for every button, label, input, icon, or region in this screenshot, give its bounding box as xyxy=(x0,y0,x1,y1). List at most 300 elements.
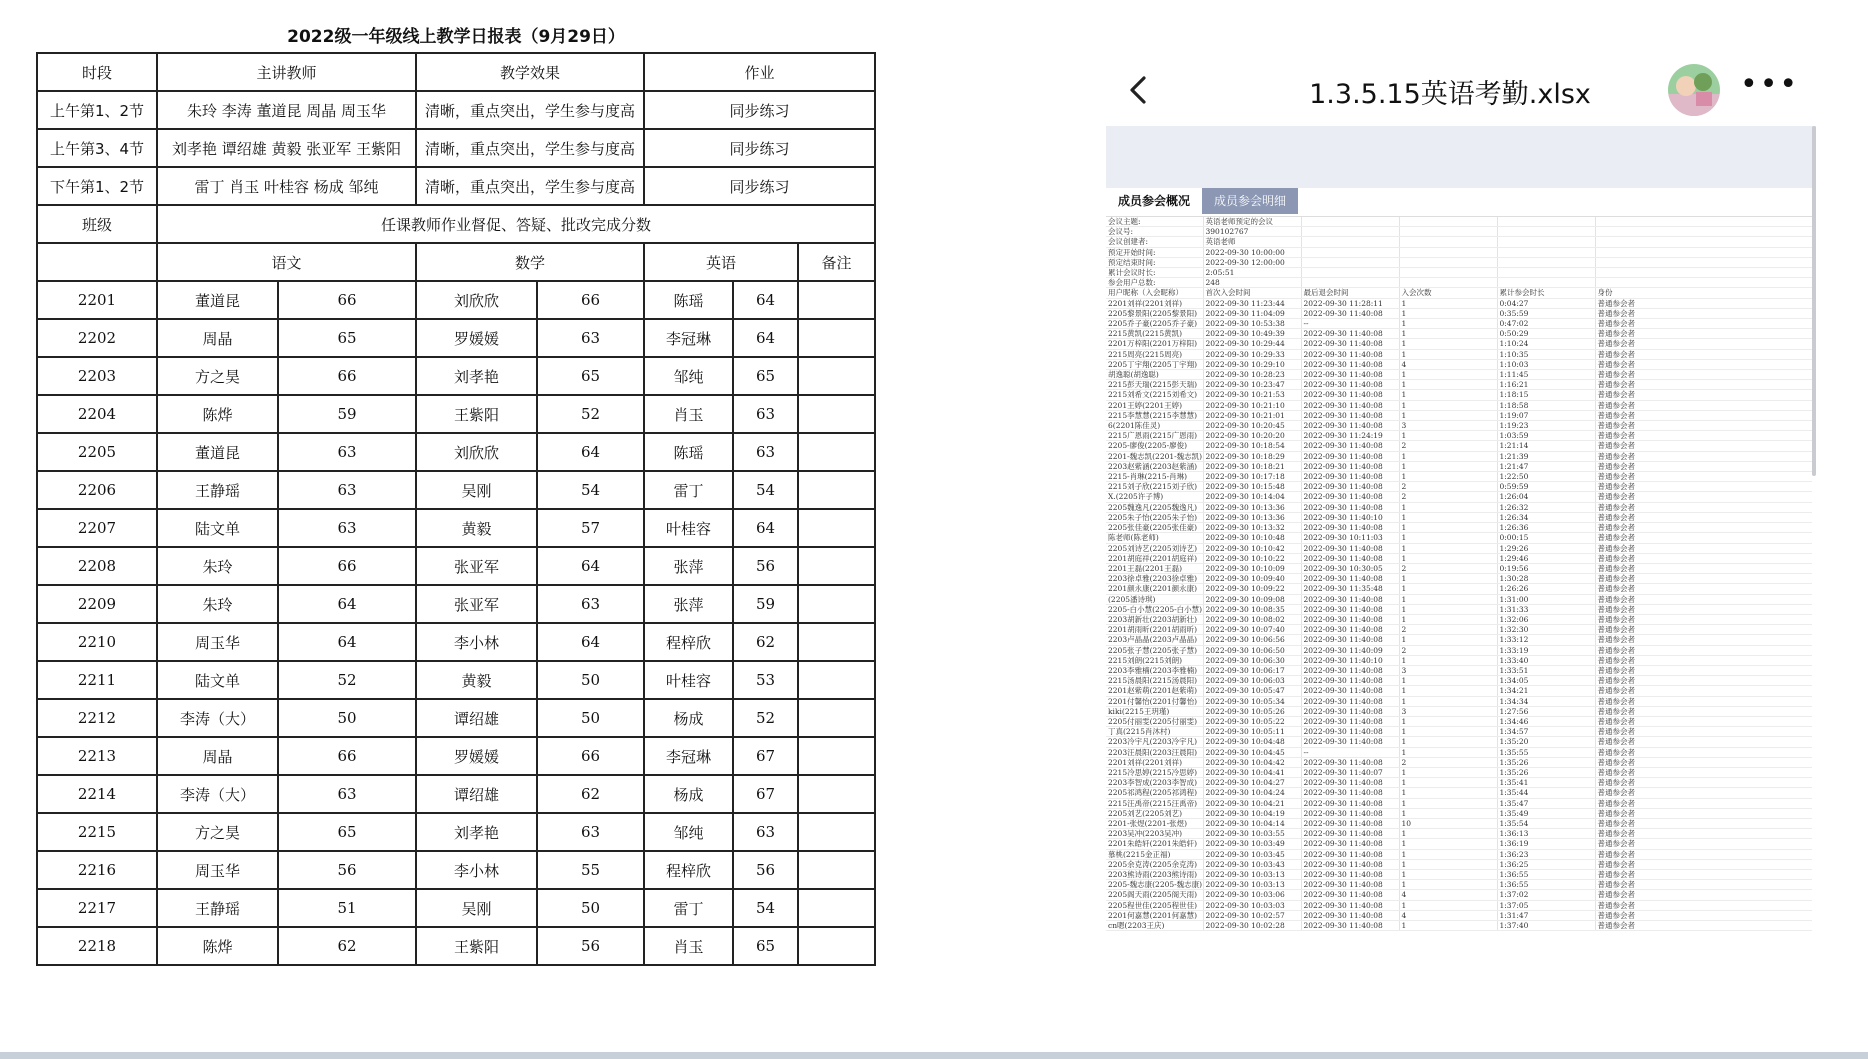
join-count[interactable]: 1 xyxy=(1399,512,1497,522)
participant-role[interactable]: 普通参会者 xyxy=(1595,880,1812,890)
total-duration[interactable]: 1:36:55 xyxy=(1497,870,1595,880)
participant-role[interactable]: 普通参会者 xyxy=(1595,533,1812,543)
participant-name[interactable]: X.(2205许子博) xyxy=(1106,492,1203,502)
join-count[interactable]: 1 xyxy=(1399,839,1497,849)
participant-name[interactable]: 2203汪晨阳(2203汪晨阳) xyxy=(1106,747,1203,757)
first-join-time[interactable]: 2022-09-30 10:14:04 xyxy=(1203,492,1301,502)
total-duration[interactable]: 1:35:41 xyxy=(1497,778,1595,788)
back-button[interactable] xyxy=(1124,74,1154,106)
join-count[interactable]: 1 xyxy=(1399,870,1497,880)
empty-cell[interactable] xyxy=(1399,217,1497,227)
participant-name[interactable]: (2205潘诗琪) xyxy=(1106,594,1203,604)
total-duration[interactable]: 1:31:33 xyxy=(1497,604,1595,614)
empty-cell[interactable] xyxy=(1497,278,1595,288)
participant-name[interactable]: 2205刘艺(2205刘艺) xyxy=(1106,808,1203,818)
first-join-time[interactable]: 2022-09-30 10:23:47 xyxy=(1203,380,1301,390)
total-duration[interactable]: 1:35:26 xyxy=(1497,767,1595,777)
join-count[interactable]: 1 xyxy=(1399,574,1497,584)
participant-name[interactable]: 2203李智成(2203李智成) xyxy=(1106,778,1203,788)
last-leave-time[interactable]: 2022-09-30 11:40:08 xyxy=(1301,778,1399,788)
total-duration[interactable]: 1:34:34 xyxy=(1497,696,1595,706)
participant-role[interactable]: 普通参会者 xyxy=(1595,614,1812,624)
first-join-time[interactable]: 2022-09-30 10:04:42 xyxy=(1203,757,1301,767)
column-header[interactable]: 累计参会时长 xyxy=(1497,288,1595,298)
join-count[interactable]: 2 xyxy=(1399,625,1497,635)
participant-role[interactable]: 普通参会者 xyxy=(1595,747,1812,757)
participant-name[interactable]: 2203胡新壮(2203胡新壮) xyxy=(1106,614,1203,624)
info-label[interactable]: 预定开始时间: xyxy=(1106,247,1203,257)
first-join-time[interactable]: 2022-09-30 10:18:29 xyxy=(1203,451,1301,461)
empty-cell[interactable] xyxy=(1497,257,1595,267)
participant-role[interactable]: 普通参会者 xyxy=(1595,727,1812,737)
first-join-time[interactable]: 2022-09-30 10:06:03 xyxy=(1203,676,1301,686)
total-duration[interactable]: 1:36:19 xyxy=(1497,839,1595,849)
participant-name[interactable]: 2203熊诗雨(2203熊诗雨) xyxy=(1106,870,1203,880)
participant-name[interactable]: 2215汤晨阳(2215汤晨阳) xyxy=(1106,676,1203,686)
last-leave-time[interactable]: 2022-09-30 11:40:07 xyxy=(1301,767,1399,777)
total-duration[interactable]: 0:47:02 xyxy=(1497,319,1595,329)
info-value[interactable]: 2:05:51 xyxy=(1203,268,1301,278)
participant-name[interactable]: 2205魏逸凡(2205魏逸凡) xyxy=(1106,502,1203,512)
participant-role[interactable]: 普通参会者 xyxy=(1595,329,1812,339)
last-leave-time[interactable]: 2022-09-30 11:40:08 xyxy=(1301,696,1399,706)
participant-role[interactable]: 普通参会者 xyxy=(1595,492,1812,502)
total-duration[interactable]: 1:19:07 xyxy=(1497,410,1595,420)
last-leave-time[interactable]: 2022-09-30 11:40:08 xyxy=(1301,716,1399,726)
participant-role[interactable]: 普通参会者 xyxy=(1595,451,1812,461)
empty-cell[interactable] xyxy=(1301,257,1399,267)
empty-cell[interactable] xyxy=(1497,268,1595,278)
total-duration[interactable]: 1:35:55 xyxy=(1497,747,1595,757)
participant-name[interactable]: 2201王磊(2201王磊) xyxy=(1106,563,1203,573)
empty-cell[interactable] xyxy=(1399,268,1497,278)
participant-name[interactable]: 2201赵紫萌(2201赵紫萌) xyxy=(1106,686,1203,696)
join-count[interactable]: 1 xyxy=(1399,767,1497,777)
join-count[interactable]: 4 xyxy=(1399,910,1497,920)
first-join-time[interactable]: 2022-09-30 10:28:23 xyxy=(1203,370,1301,380)
participant-name[interactable]: 2201-魏志凯(2201-魏志凯) xyxy=(1108,451,1203,461)
participant-name[interactable]: 2205-廖俊(2205-廖俊) xyxy=(1106,441,1203,451)
first-join-time[interactable]: 2022-09-30 10:09:22 xyxy=(1203,584,1301,594)
first-join-time[interactable]: 2022-09-30 10:10:42 xyxy=(1203,543,1301,553)
last-leave-time[interactable]: 2022-09-30 11:40:08 xyxy=(1301,635,1399,645)
first-join-time[interactable]: 2022-09-30 10:04:24 xyxy=(1203,788,1301,798)
join-count[interactable]: 1 xyxy=(1399,319,1497,329)
last-leave-time[interactable]: 2022-09-30 11:40:08 xyxy=(1301,421,1399,431)
join-count[interactable]: 1 xyxy=(1399,553,1497,563)
join-count[interactable]: 2 xyxy=(1399,492,1497,502)
participant-name[interactable]: 2205-魏志康(2205-魏志康) xyxy=(1108,880,1203,890)
last-leave-time[interactable]: 2022-09-30 11:40:08 xyxy=(1301,625,1399,635)
info-value[interactable]: 英语老师 xyxy=(1203,237,1301,247)
join-count[interactable]: 1 xyxy=(1399,431,1497,441)
participant-name[interactable]: cn嗯(2203王庆) xyxy=(1106,921,1203,931)
join-count[interactable]: 1 xyxy=(1399,635,1497,645)
join-count[interactable]: 1 xyxy=(1399,880,1497,890)
participant-role[interactable]: 普通参会者 xyxy=(1595,921,1812,931)
participant-role[interactable]: 普通参会者 xyxy=(1595,512,1812,522)
join-count[interactable]: 1 xyxy=(1399,829,1497,839)
participant-name[interactable]: 胡逸聪(胡逸聪) xyxy=(1106,370,1203,380)
first-join-time[interactable]: 2022-09-30 10:08:02 xyxy=(1203,614,1301,624)
last-leave-time[interactable]: 2022-09-30 11:40:08 xyxy=(1301,339,1399,349)
participant-role[interactable]: 普通参会者 xyxy=(1595,431,1812,441)
join-count[interactable]: 1 xyxy=(1399,349,1497,359)
last-leave-time[interactable]: 2022-09-30 11:40:08 xyxy=(1301,890,1399,900)
participant-role[interactable]: 普通参会者 xyxy=(1595,635,1812,645)
participant-role[interactable]: 普通参会者 xyxy=(1595,390,1812,400)
total-duration[interactable]: 1:11:45 xyxy=(1497,370,1595,380)
total-duration[interactable]: 0:50:29 xyxy=(1497,329,1595,339)
first-join-time[interactable]: 2022-09-30 10:05:11 xyxy=(1203,727,1301,737)
join-count[interactable]: 2 xyxy=(1399,563,1497,573)
total-duration[interactable]: 1:10:24 xyxy=(1497,339,1595,349)
first-join-time[interactable]: 2022-09-30 10:03:49 xyxy=(1203,839,1301,849)
last-leave-time[interactable]: 2022-09-30 11:40:08 xyxy=(1301,410,1399,420)
total-duration[interactable]: 1:27:56 xyxy=(1497,706,1595,716)
last-leave-time[interactable]: 2022-09-30 11:40:08 xyxy=(1301,706,1399,716)
empty-cell[interactable] xyxy=(1595,237,1812,247)
join-count[interactable]: 1 xyxy=(1399,614,1497,624)
last-leave-time[interactable]: 2022-09-30 11:40:08 xyxy=(1301,482,1399,492)
total-duration[interactable]: 1:36:25 xyxy=(1497,859,1595,869)
join-count[interactable]: 1 xyxy=(1399,778,1497,788)
participant-name[interactable]: 2215刘子欣(2215刘子欣) xyxy=(1106,482,1203,492)
participant-role[interactable]: 普通参会者 xyxy=(1595,574,1812,584)
participant-name[interactable]: 2205余克涛(2205余克涛) xyxy=(1106,859,1203,869)
participant-role[interactable]: 普通参会者 xyxy=(1595,890,1812,900)
join-count[interactable]: 1 xyxy=(1399,696,1497,706)
first-join-time[interactable]: 2022-09-30 10:05:26 xyxy=(1203,706,1301,716)
join-count[interactable]: 3 xyxy=(1399,665,1497,675)
first-join-time[interactable]: 2022-09-30 10:04:41 xyxy=(1203,767,1301,777)
join-count[interactable]: 1 xyxy=(1399,298,1497,308)
avatar[interactable] xyxy=(1668,64,1720,116)
participant-name[interactable]: 2205朱子怡(2205朱子怡) xyxy=(1106,512,1203,522)
last-leave-time[interactable]: 2022-09-30 11:40:08 xyxy=(1301,859,1399,869)
empty-cell[interactable] xyxy=(1595,247,1812,257)
first-join-time[interactable]: 2022-09-30 10:06:56 xyxy=(1203,635,1301,645)
join-count[interactable]: 1 xyxy=(1399,390,1497,400)
participant-role[interactable]: 普通参会者 xyxy=(1595,543,1812,553)
first-join-time[interactable]: 2022-09-30 10:02:57 xyxy=(1203,910,1301,920)
join-count[interactable]: 2 xyxy=(1399,441,1497,451)
first-join-time[interactable]: 2022-09-30 10:13:32 xyxy=(1203,523,1301,533)
join-count[interactable]: 1 xyxy=(1399,380,1497,390)
participant-role[interactable]: 普通参会者 xyxy=(1595,319,1812,329)
join-count[interactable]: 1 xyxy=(1399,859,1497,869)
info-value[interactable]: 248 xyxy=(1203,278,1301,288)
empty-cell[interactable] xyxy=(1399,237,1497,247)
last-leave-time[interactable]: 2022-09-30 11:40:08 xyxy=(1301,523,1399,533)
first-join-time[interactable]: 2022-09-30 10:02:28 xyxy=(1203,921,1301,931)
spreadsheet-grid[interactable] xyxy=(1106,216,1812,981)
last-leave-time[interactable]: 2022-09-30 11:40:08 xyxy=(1301,727,1399,737)
last-leave-time[interactable]: 2022-09-30 11:40:08 xyxy=(1301,390,1399,400)
first-join-time[interactable]: 2022-09-30 10:29:33 xyxy=(1203,349,1301,359)
join-count[interactable]: 2 xyxy=(1399,482,1497,492)
first-join-time[interactable]: 2022-09-30 10:10:22 xyxy=(1203,553,1301,563)
last-leave-time[interactable]: 2022-09-30 11:40:08 xyxy=(1301,686,1399,696)
first-join-time[interactable]: 2022-09-30 10:03:43 xyxy=(1203,859,1301,869)
total-duration[interactable]: 0:00:15 xyxy=(1497,533,1595,543)
participant-role[interactable]: 普通参会者 xyxy=(1595,441,1812,451)
participant-role[interactable]: 普通参会者 xyxy=(1595,472,1812,482)
participant-name[interactable]: 2201朱皓轩(2201朱皓轩) xyxy=(1106,839,1203,849)
join-count[interactable]: 4 xyxy=(1399,359,1497,369)
last-leave-time[interactable]: -- xyxy=(1301,319,1399,329)
participant-role[interactable]: 普通参会者 xyxy=(1595,380,1812,390)
participant-role[interactable]: 普通参会者 xyxy=(1595,737,1812,747)
total-duration[interactable]: 1:34:57 xyxy=(1497,727,1595,737)
empty-cell[interactable] xyxy=(1399,278,1497,288)
participant-role[interactable]: 普通参会者 xyxy=(1595,696,1812,706)
participant-name[interactable]: 2203李雅楠(2203李雅楠) xyxy=(1106,665,1203,675)
total-duration[interactable]: 1:35:26 xyxy=(1497,757,1595,767)
participant-role[interactable]: 普通参会者 xyxy=(1595,829,1812,839)
participant-role[interactable]: 普通参会者 xyxy=(1595,410,1812,420)
first-join-time[interactable]: 2022-09-30 10:06:50 xyxy=(1203,645,1301,655)
join-count[interactable]: 1 xyxy=(1399,921,1497,931)
info-value[interactable]: 2022-09-30 10:00:00 xyxy=(1203,247,1301,257)
last-leave-time[interactable]: 2022-09-30 11:40:08 xyxy=(1301,502,1399,512)
last-leave-time[interactable]: 2022-09-30 11:40:08 xyxy=(1301,818,1399,828)
participant-name[interactable]: kiki(2215王玥瑾) xyxy=(1106,706,1203,716)
join-count[interactable]: 1 xyxy=(1399,727,1497,737)
total-duration[interactable]: 1:37:02 xyxy=(1497,890,1595,900)
last-leave-time[interactable]: 2022-09-30 11:40:10 xyxy=(1301,512,1399,522)
total-duration[interactable]: 1:21:14 xyxy=(1497,441,1595,451)
participant-name[interactable]: 2201付馨怡(2201付馨怡) xyxy=(1106,696,1203,706)
participant-name[interactable]: 2215刘希文(2215刘希文) xyxy=(1106,390,1203,400)
total-duration[interactable]: 1:10:35 xyxy=(1497,349,1595,359)
participant-name[interactable]: 2205张佳豪(2205张佳豪) xyxy=(1106,523,1203,533)
participant-role[interactable]: 普通参会者 xyxy=(1595,808,1812,818)
first-join-time[interactable]: 2022-09-30 10:07:40 xyxy=(1203,625,1301,635)
participant-role[interactable]: 普通参会者 xyxy=(1595,594,1812,604)
participant-role[interactable]: 普通参会者 xyxy=(1595,716,1812,726)
join-count[interactable]: 1 xyxy=(1399,604,1497,614)
total-duration[interactable]: 1:35:47 xyxy=(1497,798,1595,808)
total-duration[interactable]: 1:32:06 xyxy=(1497,614,1595,624)
first-join-time[interactable]: 2022-09-30 10:08:35 xyxy=(1203,604,1301,614)
participant-role[interactable]: 普通参会者 xyxy=(1595,900,1812,910)
last-leave-time[interactable]: 2022-09-30 11:40:08 xyxy=(1301,329,1399,339)
participant-name[interactable]: 2215广恩雨(2215广恩雨) xyxy=(1106,431,1203,441)
total-duration[interactable]: 1:37:05 xyxy=(1497,900,1595,910)
first-join-time[interactable]: 2022-09-30 10:18:21 xyxy=(1203,461,1301,471)
participant-role[interactable]: 普通参会者 xyxy=(1595,910,1812,920)
participant-name[interactable]: 2201胡雨昕(2201胡雨昕) xyxy=(1106,625,1203,635)
first-join-time[interactable]: 2022-09-30 10:09:40 xyxy=(1203,574,1301,584)
first-join-time[interactable]: 2022-09-30 10:20:45 xyxy=(1203,421,1301,431)
participant-role[interactable]: 普通参会者 xyxy=(1595,788,1812,798)
participant-name[interactable]: 2201颜永康(2201颜永康) xyxy=(1106,584,1203,594)
join-count[interactable]: 3 xyxy=(1399,706,1497,716)
last-leave-time[interactable]: 2022-09-30 10:11:03 xyxy=(1301,533,1399,543)
total-duration[interactable]: 1:32:30 xyxy=(1497,625,1595,635)
join-count[interactable]: 1 xyxy=(1399,716,1497,726)
participant-name[interactable]: 2201万梓阳(2201万梓阳) xyxy=(1106,339,1203,349)
total-duration[interactable]: 1:18:58 xyxy=(1497,400,1595,410)
first-join-time[interactable]: 2022-09-30 10:09:08 xyxy=(1203,594,1301,604)
participant-name[interactable]: 2205付丽雯(2205付丽雯) xyxy=(1106,716,1203,726)
first-join-time[interactable]: 2022-09-30 10:06:17 xyxy=(1203,665,1301,675)
last-leave-time[interactable]: 2022-09-30 11:40:08 xyxy=(1301,870,1399,880)
join-count[interactable]: 1 xyxy=(1399,523,1497,533)
participant-role[interactable]: 普通参会者 xyxy=(1595,370,1812,380)
first-join-time[interactable]: 2022-09-30 10:03:55 xyxy=(1203,829,1301,839)
participant-role[interactable]: 普通参会者 xyxy=(1595,655,1812,665)
first-join-time[interactable]: 2022-09-30 10:03:13 xyxy=(1203,880,1301,890)
vertical-scrollbar[interactable] xyxy=(1812,126,1816,476)
join-count[interactable]: 4 xyxy=(1399,890,1497,900)
first-join-time[interactable]: 2022-09-30 11:23:44 xyxy=(1203,298,1301,308)
first-join-time[interactable]: 2022-09-30 10:13:36 xyxy=(1203,512,1301,522)
total-duration[interactable]: 1:29:46 xyxy=(1497,553,1595,563)
info-label[interactable]: 参会用户总数: xyxy=(1106,278,1203,288)
total-duration[interactable]: 1:35:49 xyxy=(1497,808,1595,818)
join-count[interactable]: 1 xyxy=(1399,451,1497,461)
total-duration[interactable]: 1:33:19 xyxy=(1497,645,1595,655)
total-duration[interactable]: 1:33:51 xyxy=(1497,665,1595,675)
last-leave-time[interactable]: 2022-09-30 11:40:08 xyxy=(1301,676,1399,686)
participant-role[interactable]: 普通参会者 xyxy=(1595,686,1812,696)
first-join-time[interactable]: 2022-09-30 10:29:10 xyxy=(1203,359,1301,369)
join-count[interactable]: 1 xyxy=(1399,788,1497,798)
join-count[interactable]: 1 xyxy=(1399,655,1497,665)
participant-name[interactable]: 丁真(2215肖沐村) xyxy=(1106,727,1203,737)
join-count[interactable]: 10 xyxy=(1399,818,1497,828)
participant-role[interactable]: 普通参会者 xyxy=(1595,298,1812,308)
join-count[interactable]: 1 xyxy=(1399,747,1497,757)
total-duration[interactable]: 0:04:27 xyxy=(1497,298,1595,308)
info-label[interactable]: 会议号: xyxy=(1106,227,1203,237)
empty-cell[interactable] xyxy=(1595,268,1812,278)
info-value[interactable]: 2022-09-30 12:00:00 xyxy=(1203,257,1301,267)
participant-name[interactable]: 6(2201陈佳灵) xyxy=(1106,421,1203,431)
participant-name[interactable]: 2203卢晶晶(2203卢晶晶) xyxy=(1106,635,1203,645)
total-duration[interactable]: 1:31:47 xyxy=(1497,910,1595,920)
participant-name[interactable]: 2215周亮(2215周亮) xyxy=(1106,349,1203,359)
participant-name[interactable]: 2201王婷(2201王婷) xyxy=(1106,400,1203,410)
empty-cell[interactable] xyxy=(1497,227,1595,237)
participant-name[interactable]: 2205阁天雨(2205阁天雨) xyxy=(1106,890,1203,900)
participant-name[interactable]: 2205张子慧(2205张子慧) xyxy=(1106,645,1203,655)
first-join-time[interactable]: 2022-09-30 10:21:01 xyxy=(1203,410,1301,420)
first-join-time[interactable]: 2022-09-30 10:04:45 xyxy=(1203,747,1301,757)
tab-member-details[interactable]: 成员参会明细 xyxy=(1202,188,1298,214)
join-count[interactable]: 1 xyxy=(1399,900,1497,910)
first-join-time[interactable]: 2022-09-30 10:04:27 xyxy=(1203,778,1301,788)
total-duration[interactable]: 1:26:32 xyxy=(1497,502,1595,512)
join-count[interactable]: 1 xyxy=(1399,308,1497,318)
participant-name[interactable]: 2205刘诗艺(2205刘诗艺) xyxy=(1106,543,1203,553)
first-join-time[interactable]: 2022-09-30 10:03:03 xyxy=(1203,900,1301,910)
last-leave-time[interactable]: 2022-09-30 11:40:08 xyxy=(1301,798,1399,808)
join-count[interactable]: 1 xyxy=(1399,400,1497,410)
join-count[interactable]: 1 xyxy=(1399,472,1497,482)
total-duration[interactable]: 1:22:50 xyxy=(1497,472,1595,482)
total-duration[interactable]: 1:26:34 xyxy=(1497,512,1595,522)
total-duration[interactable]: 1:37:40 xyxy=(1497,921,1595,931)
participant-role[interactable]: 普通参会者 xyxy=(1595,778,1812,788)
participant-name[interactable]: 2205程世佳(2205程世佳) xyxy=(1106,900,1203,910)
participant-role[interactable]: 普通参会者 xyxy=(1595,870,1812,880)
last-leave-time[interactable]: 2022-09-30 11:40:09 xyxy=(1301,645,1399,655)
first-join-time[interactable]: 2022-09-30 10:17:18 xyxy=(1203,472,1301,482)
participant-name[interactable]: 2203赵紫涵(2203赵紫涵) xyxy=(1106,461,1203,471)
empty-cell[interactable] xyxy=(1595,257,1812,267)
participant-role[interactable]: 普通参会者 xyxy=(1595,461,1812,471)
last-leave-time[interactable]: 2022-09-30 11:35:48 xyxy=(1301,584,1399,594)
last-leave-time[interactable]: 2022-09-30 11:40:08 xyxy=(1301,380,1399,390)
participant-name[interactable]: 2215刘朗(2215刘朗) xyxy=(1106,655,1203,665)
total-duration[interactable]: 1:26:26 xyxy=(1497,584,1595,594)
total-duration[interactable]: 1:30:28 xyxy=(1497,574,1595,584)
participant-role[interactable]: 普通参会者 xyxy=(1595,604,1812,614)
total-duration[interactable]: 1:19:23 xyxy=(1497,421,1595,431)
empty-cell[interactable] xyxy=(1497,237,1595,247)
info-value[interactable]: 390102767 xyxy=(1203,227,1301,237)
last-leave-time[interactable]: 2022-09-30 11:40:08 xyxy=(1301,359,1399,369)
first-join-time[interactable]: 2022-09-30 10:05:34 xyxy=(1203,696,1301,706)
first-join-time[interactable]: 2022-09-30 10:03:13 xyxy=(1203,870,1301,880)
empty-cell[interactable] xyxy=(1301,227,1399,237)
participant-name[interactable]: 2205-白小慧(2205-白小慧) xyxy=(1108,604,1203,614)
first-join-time[interactable]: 2022-09-30 10:10:09 xyxy=(1203,563,1301,573)
last-leave-time[interactable]: 2022-09-30 11:40:08 xyxy=(1301,737,1399,747)
last-leave-time[interactable]: 2022-09-30 11:40:08 xyxy=(1301,808,1399,818)
participant-name[interactable]: 2201刘祥(2201刘祥) xyxy=(1106,298,1203,308)
first-join-time[interactable]: 2022-09-30 10:04:48 xyxy=(1203,737,1301,747)
first-join-time[interactable]: 2022-09-30 10:53:38 xyxy=(1203,319,1301,329)
participant-role[interactable]: 普通参会者 xyxy=(1595,502,1812,512)
join-count[interactable]: 2 xyxy=(1399,645,1497,655)
column-header[interactable]: 入会次数 xyxy=(1399,288,1497,298)
last-leave-time[interactable]: 2022-09-30 11:40:10 xyxy=(1301,655,1399,665)
total-duration[interactable]: 0:35:59 xyxy=(1497,308,1595,318)
first-join-time[interactable]: 2022-09-30 11:04:09 xyxy=(1203,308,1301,318)
total-duration[interactable]: 1:16:21 xyxy=(1497,380,1595,390)
last-leave-time[interactable]: 2022-09-30 11:40:08 xyxy=(1301,900,1399,910)
participant-role[interactable]: 普通参会者 xyxy=(1595,625,1812,635)
participant-role[interactable]: 普通参会者 xyxy=(1595,859,1812,869)
info-label[interactable]: 会议创建者: xyxy=(1106,237,1203,247)
participant-role[interactable]: 普通参会者 xyxy=(1595,676,1812,686)
participant-role[interactable]: 普通参会者 xyxy=(1595,349,1812,359)
join-count[interactable]: 1 xyxy=(1399,410,1497,420)
participant-role[interactable]: 普通参会者 xyxy=(1595,523,1812,533)
first-join-time[interactable]: 2022-09-30 10:21:53 xyxy=(1203,390,1301,400)
participant-name[interactable]: 2203冷宇凡(2203冷宇凡) xyxy=(1106,737,1203,747)
empty-cell[interactable] xyxy=(1301,237,1399,247)
first-join-time[interactable]: 2022-09-30 10:20:20 xyxy=(1203,431,1301,441)
total-duration[interactable]: 1:26:36 xyxy=(1497,523,1595,533)
last-leave-time[interactable]: 2022-09-30 11:40:08 xyxy=(1301,492,1399,502)
empty-cell[interactable] xyxy=(1301,217,1399,227)
join-count[interactable]: 2 xyxy=(1399,757,1497,767)
participant-name[interactable]: 2201刘祥(2201刘祥) xyxy=(1106,757,1203,767)
total-duration[interactable]: 1:10:03 xyxy=(1497,359,1595,369)
participant-role[interactable]: 普通参会者 xyxy=(1595,339,1812,349)
first-join-time[interactable]: 2022-09-30 10:03:06 xyxy=(1203,890,1301,900)
first-join-time[interactable]: 2022-09-30 10:05:22 xyxy=(1203,716,1301,726)
participant-name[interactable]: 2215李慧慧(2215李慧慧) xyxy=(1106,410,1203,420)
participant-role[interactable]: 普通参会者 xyxy=(1595,482,1812,492)
column-header[interactable]: 身份 xyxy=(1595,288,1812,298)
last-leave-time[interactable]: 2022-09-30 11:24:19 xyxy=(1301,431,1399,441)
